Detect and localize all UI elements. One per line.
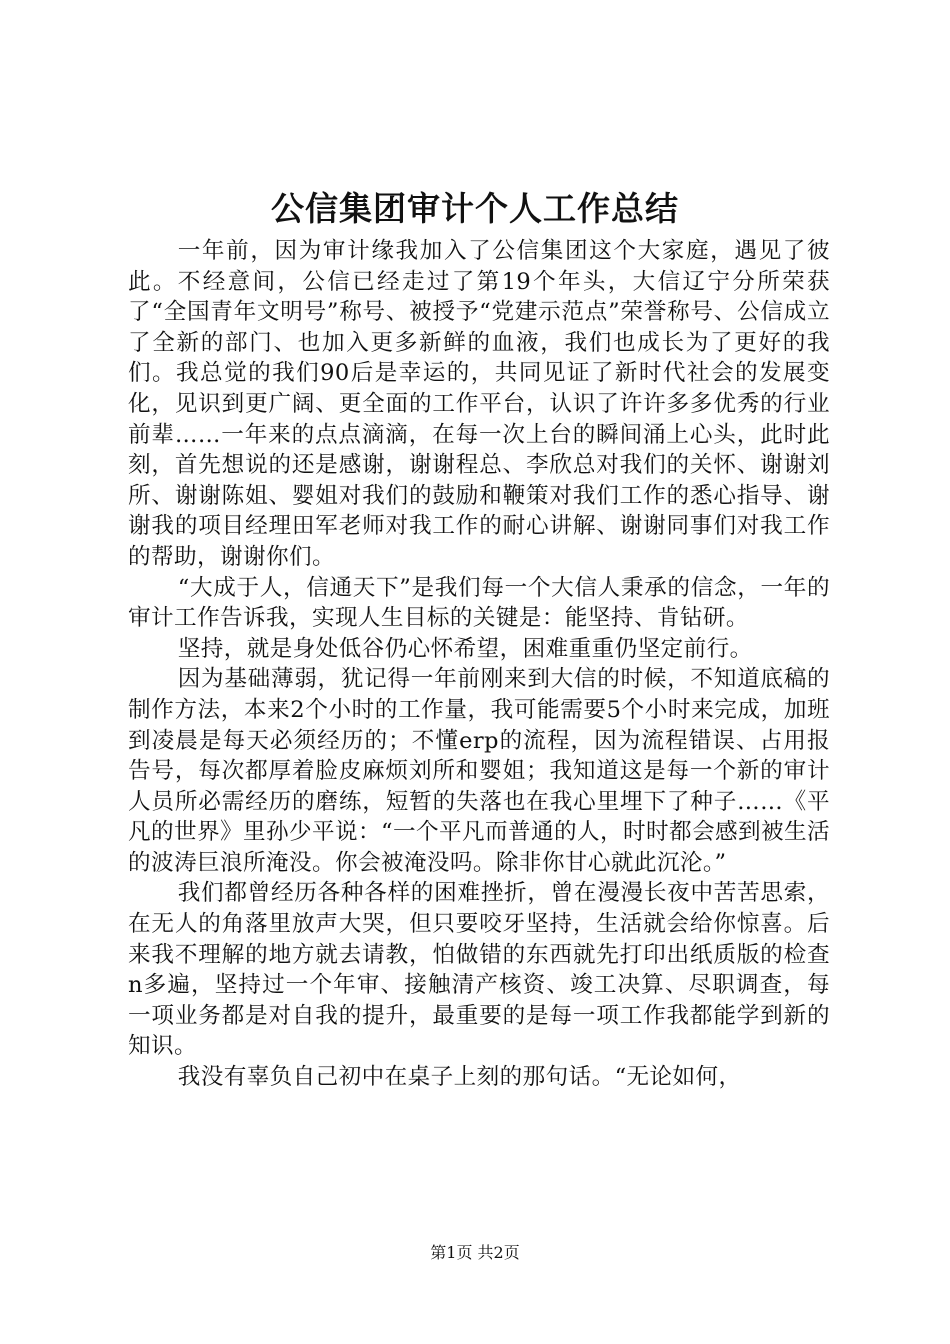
document-body	[128, 236, 830, 1093]
paragraph: 我没有辜负自己初中在桌子上刻的那句话。“无论如何，	[177, 1064, 742, 1091]
paragraph: 一年前，因为审计缘我加入了公信集团这个大家庭，遇见了彼此。不经意间，公信已经走过了第19个年头，大信辽宁分所荣获了“全国青年文明号”称号、被授予“党建示范点”荣誉称号、公信成立了全新的部门、也加入更多新鲜的血液，我们也成长为了更好的我们。我总觉的我们90后是幸运的，共同见证了新时代社会的发展变化，见识到更广阔、更全面的工作平台，认识了许许多多优秀的行业前辈……一年来的点点滴滴，在每一次上台的瞬间涌上心头，此时此刻，首先想说的还是感谢，谢谢程总、李欣总对我们的关怀、谢谢刘所、谢谢陈姐、婴姐对我们的鼓励和鞭策对我们工作的悉心指导、谢谢我的项目经理田军老师对我工作的耐心讲解、谢谢同事们对我工作的帮助，谢谢你们。	[128, 238, 830, 570]
page-number-footer: 第1页 共2页	[430, 1243, 520, 1262]
paragraph: 我们都曾经历各种各样的困难挫折，曾在漫漫长夜中苦苦思索，在无人的角落里放声大哭，但只要咬牙坚持，生活就会给你惊喜。后来我不理解的地方就去请教，怕做错的东西就先打印出纸质版的检查n多遍，坚持过一个年审、接触清产核资、竣工决算、尽职调查，每一项业务都是对自我的提升，最重要的是每一项工作我都能学到新的知识。	[128, 880, 830, 1060]
paragraph: 因为基础薄弱，犹记得一年前刚来到大信的时候，不知道底稿的制作方法，本来2个小时的工作量，我可能需要5个小时来完成，加班到凌晨是每天必须经历的；不懂erp的流程，因为流程错误、占用报告号，每次都厚着脸皮麻烦刘所和婴姐；我知道这是每一个新的审计人员所必需经历的磨练，短暂的失落也在我心里埋下了种子……《平凡的世界》里孙少平说：“一个平凡而普通的人，时时都会感到被生活的波涛巨浪所淹没。你会被淹没吗。除非你甘心就此沉沦。”	[128, 666, 830, 876]
document-title: 公信集团审计个人工作总结	[271, 189, 679, 228]
paragraph: 坚持，就是身处低谷仍心怀希望，困难重重仍坚定前行。	[177, 635, 753, 662]
paragraph: “大成于人，信通天下”是我们每一个大信人秉承的信念，一年的审计工作告诉我，实现人生目标的关键是：能坚持、肯钻研。	[128, 574, 830, 632]
